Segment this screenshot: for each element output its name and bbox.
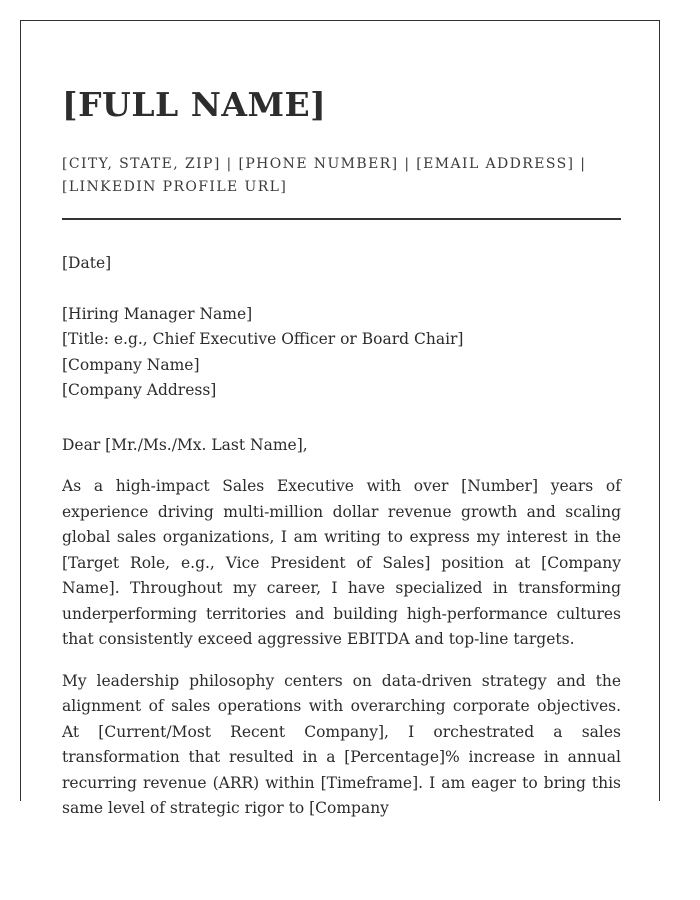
salutation: Dear [Mr./Ms./Mx. Last Name], (62, 435, 308, 454)
recipient-company: [Company Name] (62, 355, 200, 374)
full-name-heading: [FULL NAME] (62, 85, 327, 124)
letter-page (20, 20, 660, 817)
recipient-address: [Company Address] (62, 381, 217, 399)
recipient-block (62, 302, 621, 404)
body-paragraph-2: My leadership philosophy centers on data-driven strategy and the alignment of sales operations with overarching corporate objectives. At [Current/Most Recent Company], I orchestrated a sales transformation that resulted in a [Percentage]% increase in annual recurring revenue (ARR) within [Timeframe]. I am eager to bring this same level of strategic rigor to [Company (62, 671, 621, 817)
body-paragraph-1: As a high-impact Sales Executive with over [Number] years of experience driving multi-million dollar revenue growth and scaling global sales organizations, I am writing to express my interest in the [Target Role, e.g., Vice President of Sales] position at [Company Name]. Throughout my career, I have specialized in transforming underperforming territories and building high-performance cultures that consistently exceed aggressive EBITDA and top-line targets. (62, 477, 621, 648)
header-divider (62, 218, 621, 220)
recipient-name: [Hiring Manager Name] (62, 304, 253, 323)
recipient-title: [Title: e.g., Chief Executive Officer or Board Chair] (62, 330, 464, 348)
letter-date: [Date] (62, 254, 112, 272)
contact-info (62, 153, 621, 199)
letter-content (62, 83, 621, 837)
contact-line-2: [LINKEDIN PROFILE URL] (62, 179, 288, 195)
contact-line-1: [CITY, STATE, ZIP] | [PHONE NUMBER] | [EMAIL ADDRESS] | (62, 156, 587, 172)
